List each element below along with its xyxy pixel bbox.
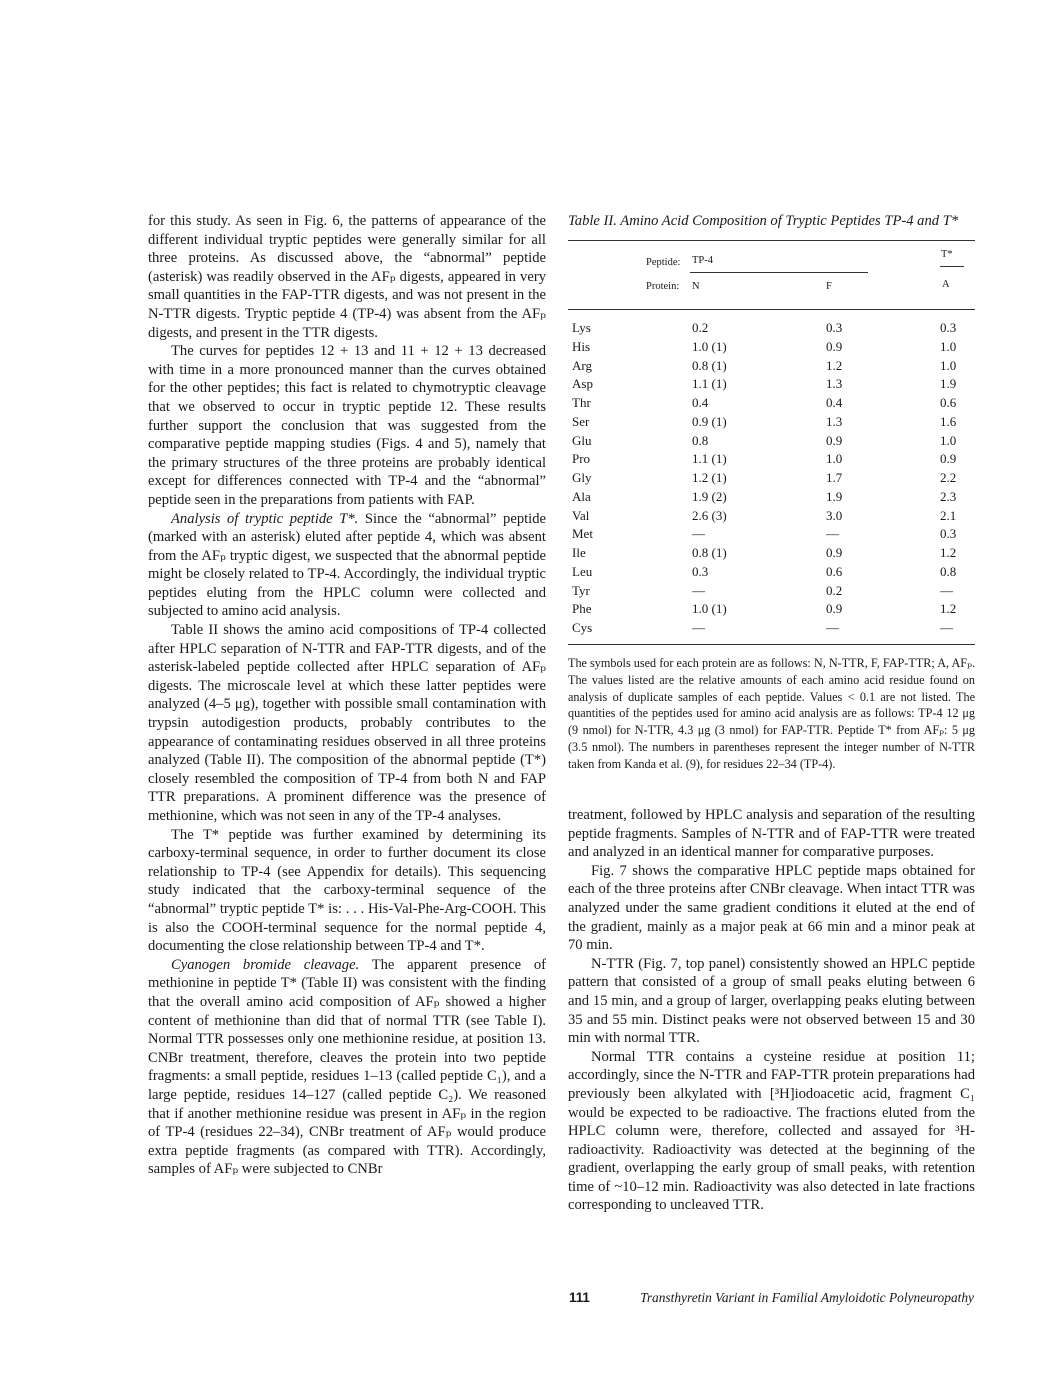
amino-acid-cell: Thr — [572, 395, 591, 410]
page-number: 111 — [569, 1290, 590, 1305]
n-value-cell: 1.9 (2) — [692, 488, 727, 504]
amino-acid-cell: Arg — [572, 357, 592, 373]
amino-acid-cell: Val — [572, 507, 590, 523]
table-header — [568, 241, 975, 309]
amino-acid-table — [568, 240, 975, 773]
table-row — [568, 582, 975, 601]
amino-acid-cell: Leu — [572, 563, 593, 579]
a-value-cell: 1.0 — [940, 432, 957, 448]
f-value-cell: 0.4 — [826, 395, 843, 410]
a-value-cell: 1.2 — [940, 545, 957, 560]
f-value-cell: 0.9 — [826, 338, 843, 354]
f-value-cell: 0.9 — [826, 601, 843, 617]
a-value-cell: 2.3 — [940, 488, 957, 504]
amino-acid-cell: Cys — [572, 620, 593, 635]
amino-acid-cell: Gly — [572, 470, 592, 485]
amino-acid-cell: Pro — [572, 451, 591, 467]
f-value-cell: 3.0 — [826, 507, 843, 523]
paragraph: Table II shows the amino acid compositions of TP-4 collected after HPLC separation of N-TTR and FAP-TTR digests, and of the asterisk-labeled peptide collected after HPLC separation of AFₚ digests. The microscale level at which these latter peptides were analyzed (4–5 μg), together with possible small contamination with trypsin autodigestion products, probably contributes to the appearance of contaminating residues observed in all three proteins analyzed (Table II). The composition of the abnormal peptide (T*) closely resembled the composition of TP-4 from both N and FAP TTR preparations. A prominent difference was the presence of methionine, which was not seen in any of the TP-4 analyses. — [148, 622, 546, 824]
tstar-header: T* — [941, 249, 953, 260]
page-footer — [569, 1290, 974, 1306]
amino-acid-cell: Glu — [572, 432, 592, 448]
paragraph: N-TTR (Fig. 7, top panel) consistently showed an HPLC peptide pattern that consisted of a group of small peaks eluting between 6 and 15 min, and a group of larger, overlapping peaks eluting between 35 and 55 min. Distinct peaks were not observed between 15 and 30 min with normal TTR. — [568, 955, 975, 1047]
table-row — [568, 432, 975, 451]
paragraph — [148, 956, 546, 1179]
n-value-cell: 0.4 — [692, 395, 709, 410]
paragraph: The T* peptide was further examined by determining its carboxy-terminal sequence, in order to further document its close relationship to TP-4 (see Appendix for details). This sequencing study indicated that the carboxy-terminal sequence of the “abnormal” tryptic peptide T* is: . . . His-Val-Phe-Arg-COOH. This is also the COOH-terminal sequence for the normal peptide 4, documenting the close relationship between TP-4 and T*. — [148, 826, 546, 955]
section-heading: Analysis of tryptic peptide T*. — [171, 510, 359, 527]
amino-acid-cell: Phe — [572, 601, 592, 617]
paragraph — [148, 510, 546, 622]
right-column — [568, 806, 975, 1215]
f-value-cell: — — [826, 526, 839, 542]
table-row — [568, 450, 975, 469]
n-value-cell: 0.3 — [692, 563, 709, 579]
f-value-cell: 1.9 — [826, 488, 843, 504]
n-value-cell: 0.8 — [692, 432, 709, 448]
a-value-cell: 0.3 — [940, 320, 957, 335]
f-value-cell: 1.3 — [826, 376, 843, 392]
table-caption: Table II. Amino Acid Composition of Tryptic Peptides TP-4 and T* — [568, 213, 959, 229]
a-value-cell: 1.0 — [940, 338, 957, 354]
n-value-cell: — — [692, 582, 705, 598]
protein-label: Protein: — [646, 281, 680, 292]
n-value-cell: 0.2 — [692, 320, 709, 335]
a-value-cell: — — [940, 620, 953, 635]
a-value-cell: 0.8 — [940, 563, 957, 579]
table-row — [568, 469, 975, 488]
amino-acid-cell: Ser — [572, 413, 590, 429]
table-row — [568, 488, 975, 507]
f-value-cell: 1.2 — [826, 357, 843, 373]
n-value-cell: 1.1 (1) — [692, 451, 727, 467]
peptide-label: Peptide: — [646, 257, 681, 268]
table-row — [568, 319, 975, 338]
protein-n-header: N — [692, 281, 700, 292]
amino-acid-cell: Tyr — [572, 582, 590, 598]
n-value-cell: 0.8 (1) — [692, 545, 727, 560]
a-value-cell: 2.1 — [940, 507, 957, 523]
running-head: Transthyretin Variant in Familial Amyloidotic Polyneuropathy — [640, 1290, 974, 1305]
paragraph-text: The apparent presence of methionine in peptide T* (Table II) was consistent with the finding that the overall amino acid composition of AFₚ showed a higher content of methionine than did that of normal TTR (see Table I). Normal TTR possesses only one methionine residue, at position 13. CNBr treatment, therefore, cleaves the protein into two peptide fragments: a small peptide, residues 1–13 (called peptide C₁), and a large peptide, residues 14–127 (called peptide C₂). We reasoned that if another methionine residue was present in AFₚ in the region of TP-4 (residues 22–34), CNBr treatment of AFₚ would produce extra peptide fragments (as compared with TTR). Accordingly, samples of AFₚ were subjected to CNBr — [148, 956, 546, 1178]
paragraph: treatment, followed by HPLC analysis and separation of the resulting peptide fragments. Samples of N-TTR and of FAP-TTR were treated and analyzed in an identical manner for comparative purposes. — [568, 807, 975, 861]
paragraph: Fig. 7 shows the comparative HPLC peptide maps obtained for each of the three proteins after CNBr cleavage. When intact TTR was analyzed under the same gradient conditions it eluted at the end of the gradient, mainly as a major peak at 66 min and a minor peak at 70 min. — [568, 862, 975, 954]
amino-acid-cell: Lys — [572, 320, 591, 335]
a-value-cell: 0.3 — [940, 526, 957, 542]
amino-acid-cell: Met — [572, 526, 593, 542]
table-row — [568, 619, 975, 638]
table-block — [568, 212, 975, 773]
a-value-cell: 1.6 — [940, 413, 957, 429]
paragraph-text: Since the “abnormal” peptide (marked with an asterisk) eluted after peptide 4, which was absent from the AFₚ tryptic digest, we suspected that the abnormal peptide might be closely related to TP-4. Accordingly, the individual tryptic peptides eluting from the HPLC column were collected and subjected to amino acid analysis. — [148, 510, 546, 620]
f-value-cell: 0.3 — [826, 320, 843, 335]
amino-acid-cell: Ile — [572, 545, 586, 560]
a-value-cell: 1.2 — [940, 601, 957, 617]
a-value-cell: 2.2 — [940, 470, 957, 485]
table-row — [568, 394, 975, 413]
f-value-cell: 1.3 — [826, 413, 843, 429]
tstar-span-rule — [940, 266, 964, 267]
n-value-cell: 1.1 (1) — [692, 376, 727, 392]
n-value-cell: — — [692, 526, 705, 542]
paragraph: Normal TTR contains a cysteine residue at position 11; accordingly, since the N-TTR and FAP-TTR protein preparations had previously been alkylated with [³H]iodoacetic acid, fragment C₁ would be expected to be radioactive. The fractions eluted from the HPLC column were, therefore, collected and assayed for ³H-radioactivity. Radioactivity was detected at the beginning of the gradient, overlapping the early group of small peaks, with retention time of ~10–12 min. Radioactivity was also detected in late fractions corresponding to uncleaved TTR. — [568, 1048, 975, 1214]
n-value-cell: 1.0 (1) — [692, 601, 727, 617]
tp4-header: TP-4 — [692, 255, 713, 266]
protein-a-header: A — [942, 279, 950, 290]
amino-acid-cell: Asp — [572, 376, 593, 392]
left-column — [148, 212, 546, 1179]
a-value-cell: 0.9 — [940, 451, 957, 467]
f-value-cell: — — [826, 620, 839, 635]
table-row — [568, 357, 975, 376]
paragraph: for this study. As seen in Fig. 6, the patterns of appearance of the different individual tryptic peptides were generally similar for all three proteins. As discussed above, the “abnormal” peptide (asterisk) was readily observed in the AFₚ digests, appeared in very small quantities in the FAP-TTR digests, and was not present in the N-TTR digests. Tryptic peptide 4 (TP-4) was absent from the AFₚ digests, and present in the TTR digests. — [148, 213, 546, 341]
protein-f-header: F — [826, 281, 832, 292]
table-row — [568, 375, 975, 394]
n-value-cell: 0.9 (1) — [692, 413, 727, 429]
table-footnote: The symbols used for each protein are as follows: N, N-TTR, F, FAP-TTR; A, AFₚ. The values listed are the relative amounts of each amino acid residue found on analysis of duplicate samples of each peptide. Values < 0.1 are not listed. The quantities of the peptides used for amino acid analysis are as follows: TP-4 12 μg (9 nmol) for N-TTR, 4.3 μg (3 nmol) for FAP-TTR. Peptide T* from AFₚ: 5 μg (3.5 nmol). The numbers in parentheses represent the integer number of N-TTR taken from Kanda et al. (9), for residues 22–34 (TP-4). — [568, 655, 975, 772]
table-row — [568, 507, 975, 526]
a-value-cell: 1.9 — [940, 376, 957, 392]
section-heading: Cyanogen bromide cleavage. — [171, 956, 360, 973]
n-value-cell: — — [692, 620, 705, 635]
amino-acid-cell: His — [572, 338, 591, 354]
f-value-cell: 0.9 — [826, 432, 843, 448]
table-row — [568, 413, 975, 432]
tp4-span-rule — [690, 272, 868, 273]
f-value-cell: 1.0 — [826, 451, 843, 467]
paragraph: The curves for peptides 12 + 13 and 11 + 12 + 13 decreased with time in a more pronounced manner than the curves obtained for the other peptides; this fact is related to chymotryptic cleavage that we observed to occur in tryptic peptide 12. These results further support the conclusion that was suggested from the comparative peptide mapping studies (Figs. 4 and 5), namely that the primary structures of the three proteins are probably identical except for differences connected with TP-4 and the “abnormal” peptide seen in the preparations from patients with FAP. — [148, 343, 546, 508]
n-value-cell: 1.2 (1) — [692, 470, 727, 485]
f-value-cell: 0.2 — [826, 582, 843, 598]
f-value-cell: 1.7 — [826, 470, 843, 485]
a-value-cell: 0.6 — [940, 395, 957, 410]
table-row — [568, 600, 975, 619]
table-row — [568, 525, 975, 544]
n-value-cell: 1.0 (1) — [692, 338, 727, 354]
table-row — [568, 338, 975, 357]
n-value-cell: 0.8 (1) — [692, 357, 727, 373]
f-value-cell: 0.9 — [826, 545, 843, 560]
table-body — [568, 310, 975, 644]
n-value-cell: 2.6 (3) — [692, 507, 727, 523]
a-value-cell: 1.0 — [940, 357, 957, 373]
table-row — [568, 544, 975, 563]
amino-acid-cell: Ala — [572, 488, 591, 504]
a-value-cell: — — [940, 582, 953, 598]
table-row — [568, 563, 975, 582]
f-value-cell: 0.6 — [826, 563, 843, 579]
table-bottom-rule — [568, 644, 975, 645]
